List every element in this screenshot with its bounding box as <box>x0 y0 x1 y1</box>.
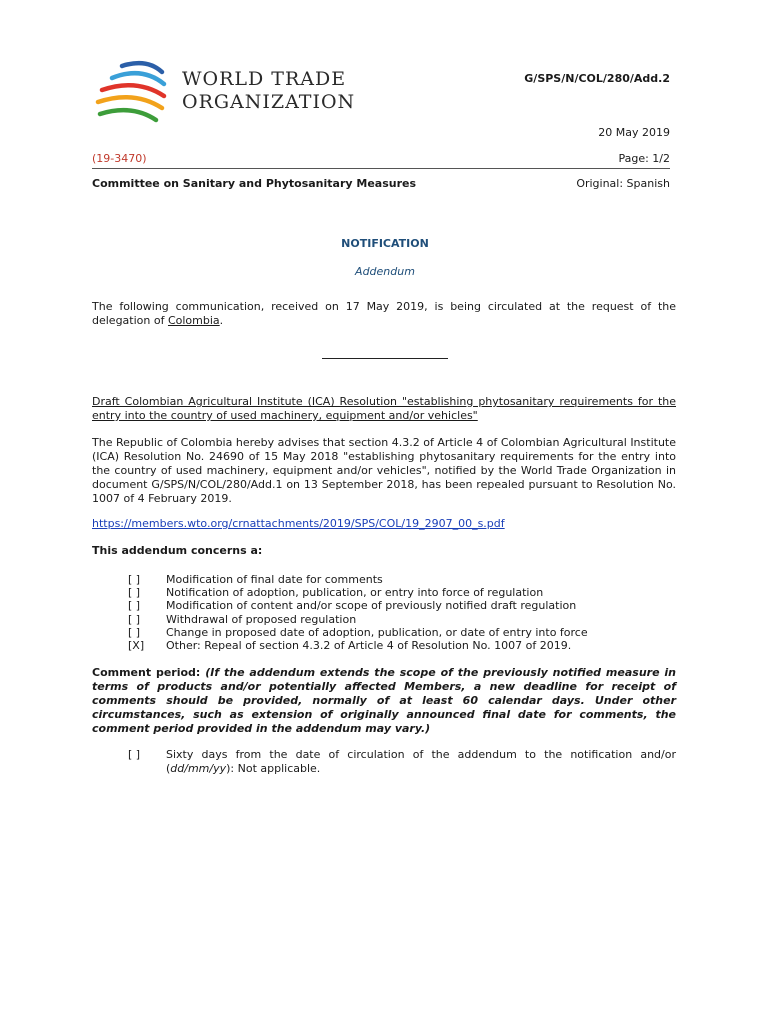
logo-arc-lightblue <box>112 73 164 84</box>
original-language: Original: Spanish <box>576 177 670 190</box>
option-checkbox: [ ] <box>128 586 141 600</box>
option-item-selected <box>128 639 588 652</box>
option-label: Notification of adoption, publication, or entry into force of regulation <box>166 586 544 600</box>
measure-title: Draft Colombian Agricultural Institute (ICA) Resolution "establishing phytosanitary requirements for the entry into the country of used machinery, equipment and/or vehicles" <box>92 395 676 422</box>
org-name-line1: WORLD TRADE <box>182 68 347 90</box>
option-checkbox: [ ] <box>128 573 141 586</box>
reference-number: (19-3470) <box>92 152 147 165</box>
section-separator <box>322 358 448 359</box>
comment-period-text: (If the addendum extends the scope of the previously notified measure in terms of products and/or potentially affected Members, a new deadline for receipt of comments should be provided, normally of at least 60 calendar days. Under other circumstances, such as extension of originally announced final date for comments, the comment period provided in the addendum may vary.) <box>92 666 677 735</box>
committee-row <box>92 177 670 190</box>
reference-row <box>92 152 670 165</box>
body-paragraph: The Republic of Colombia hereby advises that section 4.3.2 of Article 4 of Colombian Agricultural Institute (ICA) Resolution No. 24690 of 15 May 2018 "establishing phytosanitary requirements for the entry into the country of used machinery, equipment and/or vehicles", notified by the World Trade Organization in document G/SPS/N/COL/280/Add.1 on 13 September 2018, has been repealed pursuant to Resolution No. 1007 of 4 February 2019. <box>92 436 676 505</box>
concerns-label: This addendum concerns a: <box>92 544 263 557</box>
intro-text: The following communication, received on 17 May 2019, is being circulated at the request of the delegation of <box>92 300 676 327</box>
intro-paragraph <box>92 300 676 328</box>
logo-arc-green <box>100 110 156 120</box>
comment-period <box>92 666 676 736</box>
sixty-days-item <box>128 748 676 776</box>
option-item <box>128 613 588 626</box>
date-format: dd/mm/yy <box>170 762 227 775</box>
logo-arc-blue <box>122 63 162 72</box>
attachment-link[interactable]: https://members.wto.org/crnattachments/2019/SPS/COL/19_2907_00_s.pdf <box>92 517 505 530</box>
option-checkbox-checked: [X] <box>128 639 145 653</box>
page-number: Page: 1/2 <box>618 152 670 165</box>
logo-arc-red <box>102 85 164 96</box>
header-rule <box>92 168 670 169</box>
option-checkbox: [ ] <box>128 625 141 639</box>
option-label: Other: Repeal of section 4.3.2 of Article 4 of Resolution No. 1007 of 2019. <box>166 639 572 653</box>
org-name-line2: ORGANIZATION <box>182 91 356 113</box>
comment-period-label: Comment period: <box>92 666 206 679</box>
option-item <box>128 626 588 639</box>
option-checkbox: [ ] <box>128 612 141 626</box>
option-label: Modification of content and/or scope of previously notified draft regulation <box>166 599 577 613</box>
option-checkbox: [ ] <box>128 599 141 613</box>
option-label: Modification of final date for comments <box>166 573 383 586</box>
option-label: Change in proposed date of adoption, publication, or date of entry into force <box>166 625 588 639</box>
logo-arc-orange <box>98 97 162 108</box>
document-date: 20 May 2019 <box>598 126 670 139</box>
sixty-days-text-end: ): Not applicable. <box>226 762 321 775</box>
notification-title: NOTIFICATION <box>341 237 429 250</box>
option-item <box>128 586 588 599</box>
intro-text-end: . <box>219 314 224 327</box>
sixty-days-text-start: Sixty days from the date of circulation of the addendum to the notification and/or ( <box>166 748 676 775</box>
options-list <box>128 573 588 652</box>
sixty-days-checkbox: [ ] <box>128 748 141 761</box>
document-symbol: G/SPS/N/COL/280/Add.2 <box>524 72 670 85</box>
committee-name: Committee on Sanitary and Phytosanitary Measures <box>92 177 417 190</box>
option-item <box>128 599 588 612</box>
member-name: Colombia <box>167 314 220 327</box>
option-label: Withdrawal of proposed regulation <box>166 612 357 626</box>
option-item <box>128 573 588 586</box>
org-name <box>182 70 355 116</box>
notification-subtitle: Addendum <box>355 265 415 278</box>
sixty-days-text <box>166 748 676 776</box>
